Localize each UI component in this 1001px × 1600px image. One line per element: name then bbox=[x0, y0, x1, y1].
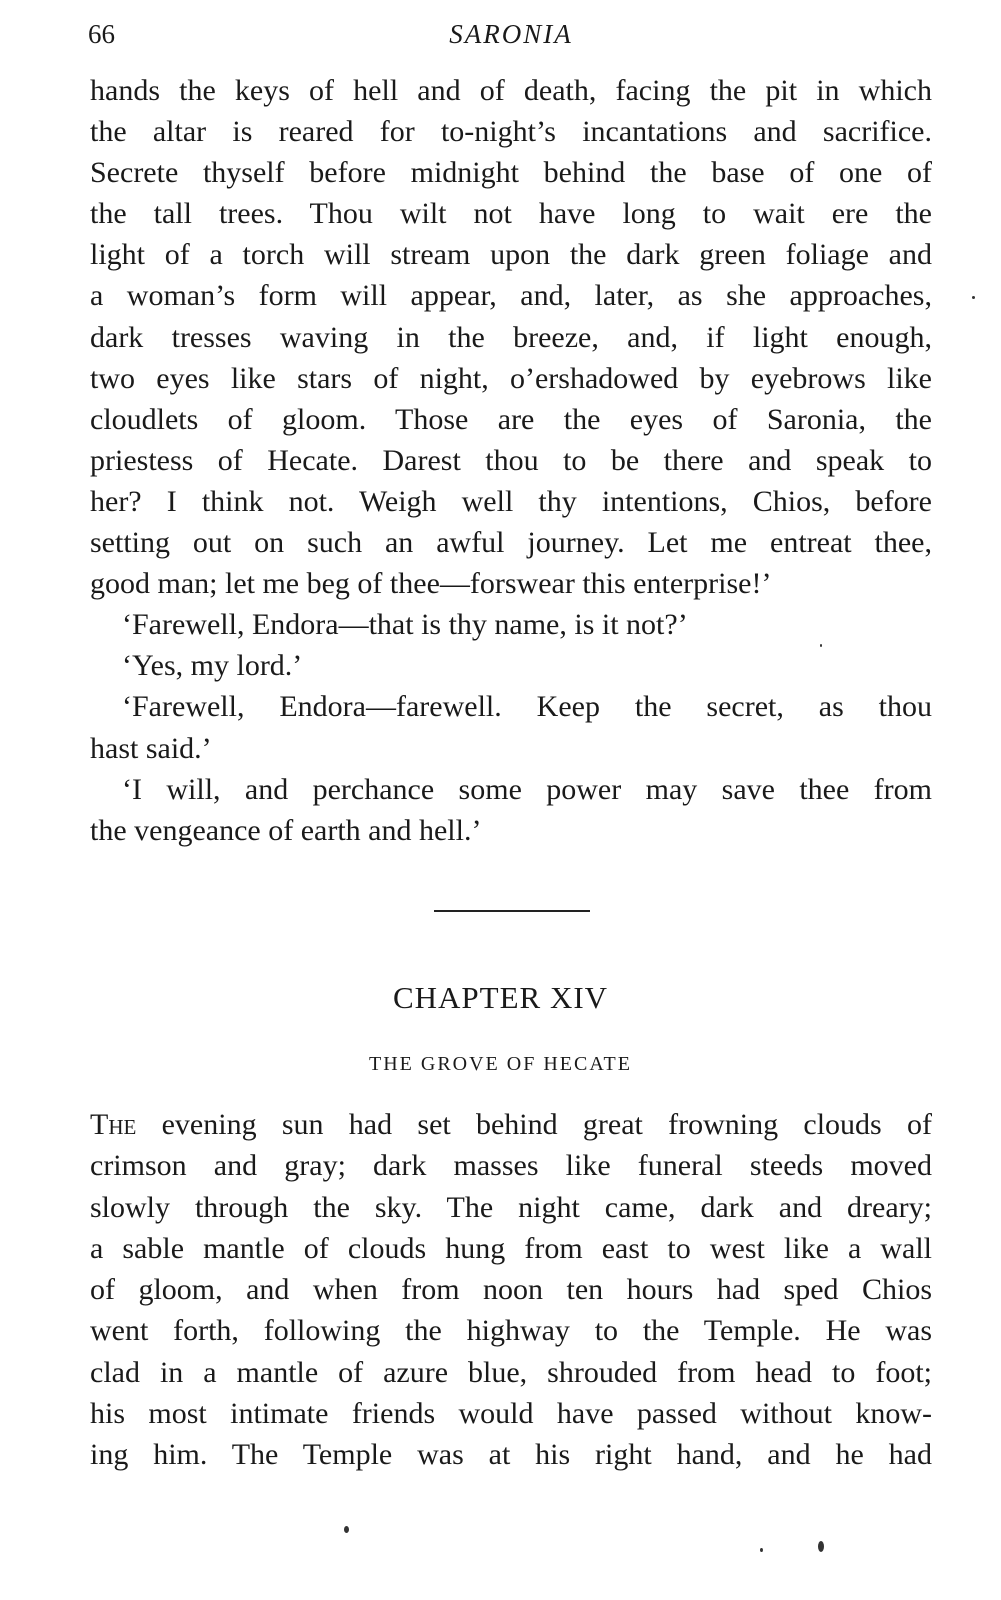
text-line: a sable mantle of clouds hung from east to west like a wall bbox=[90, 1231, 932, 1265]
text-line: went forth, following the highway to the Temple. He was bbox=[90, 1314, 932, 1348]
text-line: ing him. The Temple was at his right hand, and he had bbox=[90, 1438, 932, 1472]
text-line: her? I think not. Weigh well thy intentions, Chios, before bbox=[90, 484, 932, 518]
text-line: light of a torch will stream upon the dark green foliage and bbox=[90, 238, 932, 272]
text-line: the altar is reared for to-night’s incantations and sacrifice. bbox=[90, 115, 932, 149]
text-line: cloudlets of gloom. Those are the eyes of Saronia, the bbox=[90, 402, 932, 436]
first-line-rest: evening sun had set behind great frowning clouds of bbox=[136, 1108, 932, 1141]
section-divider bbox=[434, 910, 590, 912]
page-number: 66 bbox=[88, 19, 115, 49]
text-line: of gloom, and when from noon ten hours had sped Chios bbox=[90, 1273, 932, 1307]
text-line: priestess of Hecate. Darest thou to be there and speak to bbox=[90, 443, 932, 477]
scan-speck bbox=[818, 1541, 824, 1552]
text-line: his most intimate friends would have passed without know- bbox=[90, 1397, 932, 1431]
dialogue-line: ‘Yes, my lord.’ bbox=[122, 649, 303, 683]
passage-bottom bbox=[90, 1104, 932, 1476]
scan-speck bbox=[760, 1548, 763, 1552]
text-line-first bbox=[90, 1104, 932, 1145]
scan-speck bbox=[344, 1526, 349, 1533]
text-line: hands the keys of hell and of death, facing the pit in which bbox=[90, 74, 932, 107]
scan-speck bbox=[972, 296, 975, 299]
dialogue-line: ‘Farewell, Endora—that is thy name, is it not?’ bbox=[122, 608, 688, 642]
running-head bbox=[88, 14, 934, 54]
text-line: crimson and gray; dark masses like funeral steeds moved bbox=[90, 1149, 932, 1183]
scan-speck bbox=[820, 644, 822, 647]
passage-top bbox=[90, 70, 932, 851]
text-line: two eyes like stars of night, o’ershadowed by eyebrows like bbox=[90, 361, 932, 395]
text-line: slowly through the sky. The night came, dark and dreary; bbox=[90, 1190, 932, 1224]
text-line: the vengeance of earth and hell.’ bbox=[90, 813, 482, 847]
drop-word: The bbox=[90, 1108, 137, 1141]
running-title: SARONIA bbox=[449, 19, 573, 49]
text-line: good man; let me beg of thee—forswear this enterprise!’ bbox=[90, 567, 772, 601]
dialogue-line: ‘I will, and perchance some power may save thee from bbox=[122, 772, 932, 806]
text-line: Secrete thyself before midnight behind the base of one of bbox=[90, 156, 932, 190]
text-line: setting out on such an awful journey. Let me entreat thee, bbox=[90, 526, 932, 560]
text-line: clad in a mantle of azure blue, shrouded from head to foot; bbox=[90, 1355, 932, 1389]
chapter-heading: CHAPTER XIV bbox=[392, 980, 609, 1015]
text-line: the tall trees. Thou wilt not have long to wait ere the bbox=[90, 197, 932, 231]
dialogue-line: ‘Farewell, Endora—farewell. Keep the secret, as thou bbox=[122, 690, 932, 724]
text-line: hast said.’ bbox=[90, 731, 212, 765]
text-line: a woman’s form will appear, and, later, as she approaches, bbox=[90, 279, 932, 313]
text-line: dark tresses waving in the breeze, and, if light enough, bbox=[90, 320, 932, 354]
chapter-subtitle: THE GROVE OF HECATE bbox=[369, 1053, 632, 1075]
